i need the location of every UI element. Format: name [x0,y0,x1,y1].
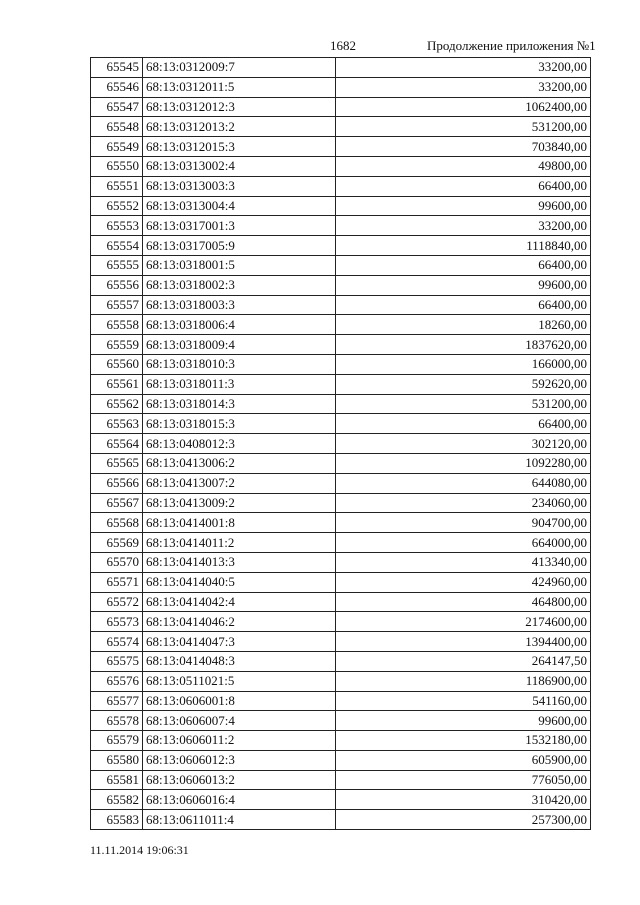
cadastral-number-cell: 68:13:0313004:4 [143,196,336,216]
table-row [91,97,591,117]
table-row [91,552,591,572]
row-number-cell: 65572 [91,592,143,612]
row-number-cell: 65560 [91,354,143,374]
row-number-cell: 65563 [91,414,143,434]
row-number-cell: 65552 [91,196,143,216]
row-number-cell: 65556 [91,275,143,295]
registry-table-body [91,58,591,830]
row-number-cell: 65581 [91,770,143,790]
cadastral-number-cell: 68:13:0413006:2 [143,453,336,473]
value-cell: 66400,00 [336,255,591,275]
cadastral-number-cell: 68:13:0606011:2 [143,731,336,751]
value-cell: 33200,00 [336,58,591,78]
row-number-cell: 65561 [91,374,143,394]
row-number-cell: 65564 [91,434,143,454]
value-cell: 1062400,00 [336,97,591,117]
table-row [91,731,591,751]
registry-table [90,57,591,830]
table-row [91,473,591,493]
row-number-cell: 65567 [91,493,143,513]
row-number-cell: 65582 [91,790,143,810]
row-number-cell: 65555 [91,255,143,275]
cadastral-number-cell: 68:13:0318015:3 [143,414,336,434]
row-number-cell: 65577 [91,691,143,711]
value-cell: 541160,00 [336,691,591,711]
cadastral-number-cell: 68:13:0318002:3 [143,275,336,295]
value-cell: 413340,00 [336,552,591,572]
value-cell: 1394400,00 [336,632,591,652]
table-row [91,137,591,157]
value-cell: 66400,00 [336,414,591,434]
table-row [91,236,591,256]
print-timestamp: 11.11.2014 19:06:31 [90,843,189,857]
row-number-cell: 65583 [91,810,143,830]
value-cell: 310420,00 [336,790,591,810]
row-number-cell: 65548 [91,117,143,137]
table-row [91,216,591,236]
value-cell: 1092280,00 [336,453,591,473]
table-row [91,493,591,513]
value-cell: 2174600,00 [336,612,591,632]
table-row [91,790,591,810]
row-number-cell: 65568 [91,513,143,533]
row-number-cell: 65546 [91,77,143,97]
value-cell: 99600,00 [336,196,591,216]
cadastral-number-cell: 68:13:0414040:5 [143,572,336,592]
table-row [91,117,591,137]
cadastral-number-cell: 68:13:0317001:3 [143,216,336,236]
cadastral-number-cell: 68:13:0313003:3 [143,176,336,196]
value-cell: 703840,00 [336,137,591,157]
value-cell: 257300,00 [336,810,591,830]
table-row [91,414,591,434]
cadastral-number-cell: 68:13:0606013:2 [143,770,336,790]
row-number-cell: 65579 [91,731,143,751]
table-row [91,711,591,731]
table-row [91,315,591,335]
table-row [91,810,591,830]
table-row [91,255,591,275]
value-cell: 1532180,00 [336,731,591,751]
cadastral-number-cell: 68:13:0318014:3 [143,394,336,414]
row-number-cell: 65570 [91,552,143,572]
table-row [91,196,591,216]
value-cell: 424960,00 [336,572,591,592]
value-cell: 592620,00 [336,374,591,394]
value-cell: 66400,00 [336,176,591,196]
value-cell: 605900,00 [336,750,591,770]
table-row [91,374,591,394]
cadastral-number-cell: 68:13:0414001:8 [143,513,336,533]
row-number-cell: 65554 [91,236,143,256]
row-number-cell: 65580 [91,750,143,770]
row-number-cell: 65576 [91,671,143,691]
value-cell: 776050,00 [336,770,591,790]
table-row [91,533,591,553]
row-number-cell: 65566 [91,473,143,493]
value-cell: 99600,00 [336,275,591,295]
table-row [91,335,591,355]
cadastral-number-cell: 68:13:0606001:8 [143,691,336,711]
table-row [91,513,591,533]
value-cell: 99600,00 [336,711,591,731]
value-cell: 1118840,00 [336,236,591,256]
row-number-cell: 65562 [91,394,143,414]
value-cell: 234060,00 [336,493,591,513]
table-row [91,77,591,97]
value-cell: 302120,00 [336,434,591,454]
table-row [91,770,591,790]
table-row [91,354,591,374]
value-cell: 33200,00 [336,216,591,236]
value-cell: 904700,00 [336,513,591,533]
cadastral-number-cell: 68:13:0414013:3 [143,552,336,572]
row-number-cell: 65551 [91,176,143,196]
cadastral-number-cell: 68:13:0413009:2 [143,493,336,513]
cadastral-number-cell: 68:13:0318009:4 [143,335,336,355]
row-number-cell: 65549 [91,137,143,157]
value-cell: 166000,00 [336,354,591,374]
value-cell: 1837620,00 [336,335,591,355]
value-cell: 49800,00 [336,156,591,176]
cadastral-number-cell: 68:13:0312009:7 [143,58,336,78]
table-row [91,691,591,711]
row-number-cell: 65565 [91,453,143,473]
table-row [91,394,591,414]
table-row [91,176,591,196]
table-row [91,156,591,176]
cadastral-number-cell: 68:13:0318010:3 [143,354,336,374]
row-number-cell: 65575 [91,651,143,671]
row-number-cell: 65553 [91,216,143,236]
cadastral-number-cell: 68:13:0511021:5 [143,671,336,691]
value-cell: 531200,00 [336,394,591,414]
table-row [91,592,591,612]
table-row [91,572,591,592]
cadastral-number-cell: 68:13:0312012:3 [143,97,336,117]
cadastral-number-cell: 68:13:0414011:2 [143,533,336,553]
cadastral-number-cell: 68:13:0312011:5 [143,77,336,97]
row-number-cell: 65558 [91,315,143,335]
cadastral-number-cell: 68:13:0408012:3 [143,434,336,454]
table-row [91,434,591,454]
row-number-cell: 65547 [91,97,143,117]
row-number-cell: 65578 [91,711,143,731]
value-cell: 66400,00 [336,295,591,315]
row-number-cell: 65569 [91,533,143,553]
cadastral-number-cell: 68:13:0414046:2 [143,612,336,632]
table-row [91,58,591,78]
value-cell: 531200,00 [336,117,591,137]
cadastral-number-cell: 68:13:0318001:5 [143,255,336,275]
row-number-cell: 65545 [91,58,143,78]
table-row [91,453,591,473]
value-cell: 644080,00 [336,473,591,493]
value-cell: 18260,00 [336,315,591,335]
value-cell: 464800,00 [336,592,591,612]
value-cell: 1186900,00 [336,671,591,691]
value-cell: 33200,00 [336,77,591,97]
cadastral-number-cell: 68:13:0606012:3 [143,750,336,770]
table-row [91,275,591,295]
cadastral-number-cell: 68:13:0414042:4 [143,592,336,612]
cadastral-number-cell: 68:13:0606016:4 [143,790,336,810]
table-row [91,651,591,671]
table-row [91,612,591,632]
table-row [91,295,591,315]
cadastral-number-cell: 68:13:0413007:2 [143,473,336,493]
table-row [91,632,591,652]
row-number-cell: 65557 [91,295,143,315]
table-row [91,750,591,770]
cadastral-number-cell: 68:13:0611011:4 [143,810,336,830]
row-number-cell: 65573 [91,612,143,632]
value-cell: 264147,50 [336,651,591,671]
page-number: 1682 [330,38,356,53]
page-caption: Продолжение приложения №1 [427,38,596,53]
table-row [91,671,591,691]
cadastral-number-cell: 68:13:0606007:4 [143,711,336,731]
row-number-cell: 65574 [91,632,143,652]
cadastral-number-cell: 68:13:0414047:3 [143,632,336,652]
cadastral-number-cell: 68:13:0318011:3 [143,374,336,394]
cadastral-number-cell: 68:13:0414048:3 [143,651,336,671]
cadastral-number-cell: 68:13:0312013:2 [143,117,336,137]
cadastral-number-cell: 68:13:0318003:3 [143,295,336,315]
cadastral-number-cell: 68:13:0313002:4 [143,156,336,176]
cadastral-number-cell: 68:13:0318006:4 [143,315,336,335]
row-number-cell: 65559 [91,335,143,355]
row-number-cell: 65550 [91,156,143,176]
cadastral-number-cell: 68:13:0317005:9 [143,236,336,256]
value-cell: 664000,00 [336,533,591,553]
row-number-cell: 65571 [91,572,143,592]
cadastral-number-cell: 68:13:0312015:3 [143,137,336,157]
